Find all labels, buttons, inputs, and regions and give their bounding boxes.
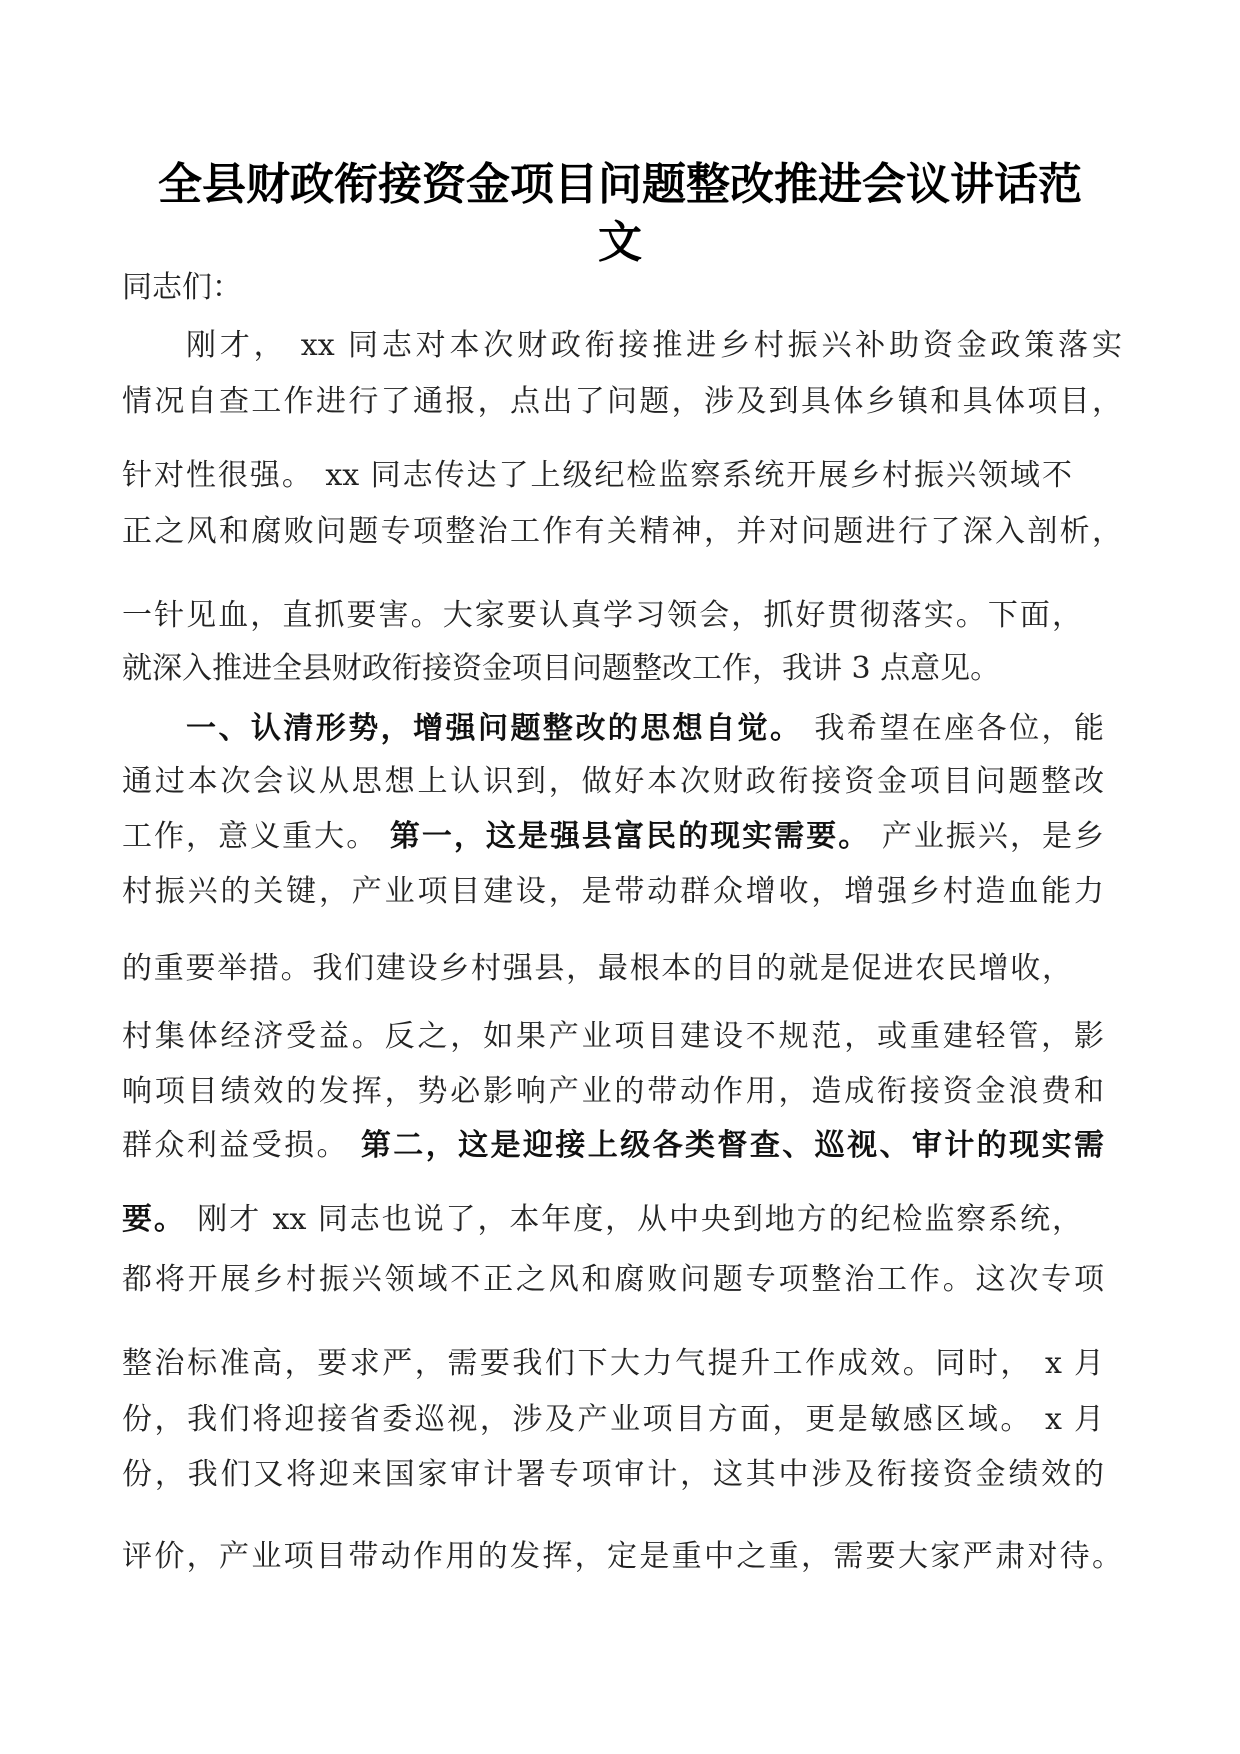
body-text: 产业振兴，是乡: [870, 819, 1105, 854]
body-line-p2-l14: [122, 1531, 1122, 1575]
body-text: 份，我们将迎接省委巡视，涉及产业项目方面，更是敏感区域。 x 月: [122, 1402, 1104, 1437]
body-line-p2-l2: [122, 756, 1104, 800]
body-line-p2-l5: [122, 943, 1072, 987]
body-line-p2-l6: [122, 1011, 1104, 1055]
body-text: 就深入推进全县财政衔接资金项目问题整改工作，我讲 3 点意见。: [122, 651, 1001, 686]
body-text: 份，我们又将迎来国家审计署专项审计，这其中涉及衔接资金绩效的: [122, 1457, 1104, 1492]
body-text: 通过本次会议从思想上认识到，做好本次财政衔接资金项目问题整改: [122, 764, 1104, 799]
body-text: 评价，产业项目带动作用的发挥，定是重中之重，需要大家严肃对待。: [122, 1539, 1122, 1574]
body-text: 针对性很强。 xx 同志传达了上级纪检监察系统开展乡村振兴领域不: [122, 458, 1072, 493]
bold-heading-text: 一、认清形势，增强问题整改的思想自觉。: [186, 711, 803, 746]
body-line-p2-l3: [122, 811, 1104, 855]
body-line-p1-l1: [186, 320, 1122, 364]
body-text: 村振兴的关键，产业项目建设，是带动群众增收，增强乡村造血能力: [122, 874, 1104, 909]
body-line-p2-l11: [122, 1338, 1104, 1382]
body-text: 我希望在座各位，能: [802, 711, 1104, 746]
body-text: 都将开展乡村振兴领域不正之风和腐败问题专项整治工作。这次专项: [122, 1262, 1104, 1297]
body-line-p2-l10: [122, 1254, 1104, 1298]
body-text: 一针见血，直抓要害。大家要认真学习领会，抓好贯彻落实。下面，: [122, 598, 1082, 633]
body-line-p2-l12: [122, 1394, 1104, 1438]
body-line-p1-l6: [122, 643, 1082, 687]
body-line-p1-l2: [122, 376, 1122, 420]
bold-heading-text: 第二，这是迎接上级各类督查、巡视、审计的现实需: [360, 1128, 1104, 1163]
body-line-p2-l9: [122, 1194, 1082, 1238]
salutation: 同志们：: [122, 270, 242, 305]
body-line-p2-l1: [186, 703, 1104, 747]
body-text: 工作，意义重大。: [122, 819, 390, 854]
body-line-p1-l4: [122, 506, 1122, 550]
body-text: 刚才， xx 同志对本次财政衔接推进乡村振兴补助资金政策落实: [186, 328, 1122, 363]
body-text: 的重要举措。我们建设乡村强县，最根本的目的就是促进农民增收，: [122, 951, 1072, 986]
body-text: 群众利益受损。: [122, 1128, 361, 1163]
body-text: 刚才 xx 同志也说了，本年度，从中央到地方的纪检监察系统，: [185, 1202, 1082, 1237]
body-line-p2-l8: [122, 1120, 1104, 1164]
body-text: 村集体经济受益。反之，如果产业项目建设不规范，或重建轻管，影: [122, 1019, 1104, 1054]
body-line-p2-l13: [122, 1449, 1104, 1493]
body-line-p2-l7: [122, 1066, 1104, 1110]
body-line-p1-l5: [122, 590, 1082, 634]
document-title-line-2: 文: [598, 217, 642, 268]
body-text: 正之风和腐败问题专项整治工作有关精神，并对问题进行了深入剖析，: [122, 514, 1122, 549]
body-text: 情况自查工作进行了通报，点出了问题，涉及到具体乡镇和具体项目，: [122, 384, 1122, 419]
bold-heading-text: 第一，这是强县富民的现实需要。: [389, 819, 871, 854]
bold-heading-text: 要。: [122, 1202, 186, 1237]
body-line-p1-l3: [122, 450, 1072, 494]
body-line-p2-l4: [122, 866, 1104, 910]
body-text: 整治标准高，要求严，需要我们下大力气提升工作成效。同时， x 月: [122, 1346, 1104, 1381]
document-title-line-1: 全县财政衔接资金项目问题整改推进会议讲话范: [158, 159, 1082, 210]
body-text: 响项目绩效的发挥，势必影响产业的带动作用，造成衔接资金浪费和: [122, 1074, 1104, 1109]
